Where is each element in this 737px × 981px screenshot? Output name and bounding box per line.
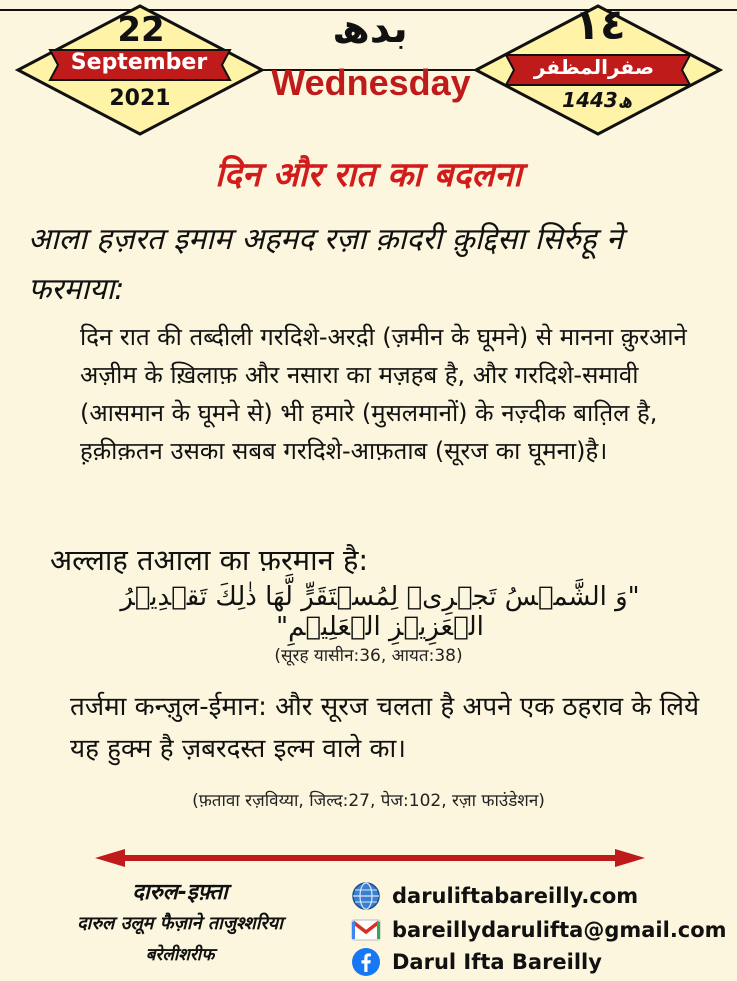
hijri-month: صفرالمظفر <box>533 55 655 79</box>
contact-website-text: daruliftabareilly.com <box>392 884 639 908</box>
translation: तर्जमा कन्ज़ुल-ईमान: और सूरज चलता है अपने एक ठहराव के लिये यह हुक्म है ज़बरदस्त इल्म वाले का। <box>70 692 700 764</box>
allah-heading: अल्लाह तआला का फ़रमान है: <box>50 543 369 577</box>
verse-reference: (सूरह यासीन:36, आयत:38) <box>274 646 463 666</box>
gmail-icon <box>350 914 382 946</box>
article-intro: आला हज़रत इमाम अहमद रज़ा क़ादरी क़ुद्दिसा सिर्रुहू ने फरमाया: <box>28 222 623 307</box>
hijri-year: 1443ھ <box>562 88 632 112</box>
date-year: 2021 <box>109 86 171 111</box>
contact-email-text: bareillydarulifta@gmail.com <box>392 918 727 942</box>
article-title: दिन और रात का बदलना <box>215 155 522 195</box>
date-month: September <box>70 50 208 75</box>
facebook-icon <box>350 946 382 978</box>
article-quote: दिन रात की तब्दीली गरदिशे-अरद़ी (ज़मीन के घूमने) से मानना क़ुरआने अज़ीम के ख़िलाफ़ और नसारा का मज़हब है, और गरदिशे-समावी (आसमान के घूमने से) भी हमारे (मुसलमानों) के नज़्दीक बात़िल है, ह़क़ीक़तन उसका सबब गरदिशे-आफ़ताब (सूरज का घूमना)है। <box>80 323 687 465</box>
org-city: बरेलीशरीफ <box>145 945 215 965</box>
org-name: दारुल-इफ़्ता <box>132 880 228 905</box>
globe-icon <box>350 880 382 912</box>
contact-website[interactable] <box>350 880 730 912</box>
org-institute: दारुल उलूम फैज़ाने ताजुश्शरिया <box>77 913 283 934</box>
weekday-urdu: بدھ <box>332 6 408 52</box>
footer-divider <box>0 845 737 871</box>
date-day: 22 <box>117 10 165 50</box>
contact-facebook[interactable] <box>350 946 730 978</box>
contact-email[interactable] <box>350 914 730 946</box>
hijri-day: ١٤ <box>574 0 626 49</box>
source-reference: (फ़तावा रज़विय्या, जिल्द:27, पेज:102, रज़ा फाउंडेशन) <box>192 791 545 811</box>
contact-facebook-text: Darul Ifta Bareilly <box>392 950 602 974</box>
arabic-verse: "وَ الشَّمۡسُ تَجۡرِیۡ لِمُسۡتَقَرٍّ لَّهَا ذٰلِكَ تَقۡدِیۡرُ الۡعَزِیۡزِ الۡعَلِیۡمِ" <box>120 582 640 642</box>
weekday-english: Wednesday <box>271 62 471 103</box>
